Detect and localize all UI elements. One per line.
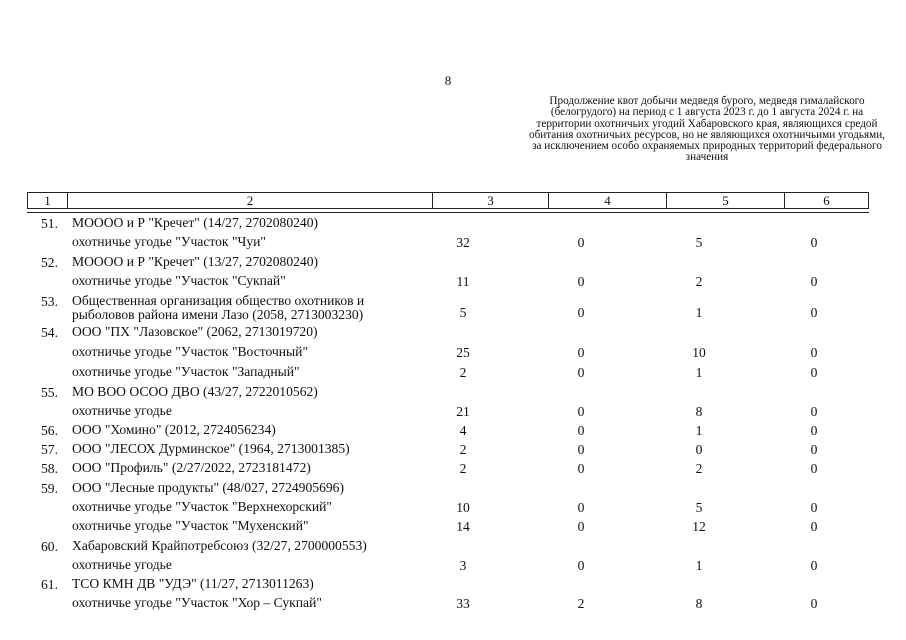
cell-col-5: 1 xyxy=(695,365,703,380)
cell-col-6: 0 xyxy=(810,365,818,380)
cell-col-5: 0 xyxy=(695,442,703,457)
cell-col-3: 32 xyxy=(456,235,470,250)
row-name: ООО "Хомино" (2012, 2724056234) xyxy=(72,422,276,437)
row-number: 52. xyxy=(41,255,58,270)
row-number: 55. xyxy=(41,385,58,400)
row-number: 61. xyxy=(41,577,58,592)
cell-col-6: 0 xyxy=(810,404,818,419)
cell-col-6: 0 xyxy=(810,596,818,611)
row-number: 56. xyxy=(41,423,58,438)
cell-col-4: 0 xyxy=(577,461,585,476)
cell-col-5: 8 xyxy=(695,596,703,611)
cell-col-6: 0 xyxy=(810,500,818,515)
row-name: охотничье угодье xyxy=(72,557,172,572)
cell-col-4: 0 xyxy=(577,345,585,360)
header-col-5: 5 xyxy=(666,193,784,208)
cell-col-6: 0 xyxy=(810,442,818,457)
row-number: 60. xyxy=(41,539,58,554)
cell-col-5: 1 xyxy=(695,305,703,320)
row-name: охотничье угодье "Участок "Сукпай" xyxy=(72,273,286,288)
cell-col-4: 0 xyxy=(577,519,585,534)
table-caption: Продолжение квот добычи медведя бурого, медведя гималайского (белогрудого) на период с 1 августа 2023 г. до 1 августа 2024 г. на территории охотничьих угодий Хабаровского края, являющихся средой обитания охотничьих ресурсов, но не являющихся охотничьими угодьями, за исключением особо охраняемых природных территорий федерального значения xyxy=(529,95,885,164)
cell-col-6: 0 xyxy=(810,461,818,476)
header-col-2: 2 xyxy=(67,193,432,208)
cell-col-3: 25 xyxy=(456,345,470,360)
row-name: ООО "Лесные продукты" (48/027, 2724905696) xyxy=(72,480,344,495)
header-col-3: 3 xyxy=(432,193,548,208)
cell-col-6: 0 xyxy=(810,274,818,289)
row-name: охотничье угодье "Участок "Восточный" xyxy=(72,344,308,359)
cell-col-5: 1 xyxy=(695,558,703,573)
row-number: 53. xyxy=(41,294,58,309)
cell-col-6: 0 xyxy=(810,423,818,438)
row-number: 54. xyxy=(41,325,58,340)
cell-col-3: 4 xyxy=(459,423,467,438)
cell-col-4: 0 xyxy=(577,305,585,320)
row-name: ООО "ЛЕСОХ Дурминское" (1964, 2713001385) xyxy=(72,441,350,456)
row-name: МОООО и Р "Кречет" (13/27, 2702080240) xyxy=(72,254,319,269)
row-name: охотничье угодье xyxy=(72,403,172,418)
cell-col-6: 0 xyxy=(810,345,818,360)
cell-col-4: 0 xyxy=(577,423,585,438)
row-name: охотничье угодье "Участок "Хор – Сукпай" xyxy=(72,595,322,610)
cell-col-6: 0 xyxy=(810,519,818,534)
cell-col-5: 5 xyxy=(695,235,703,250)
cell-col-4: 0 xyxy=(577,274,585,289)
cell-col-5: 5 xyxy=(695,500,703,515)
row-name: охотничье угодье "Участок "Западный" xyxy=(72,364,300,379)
cell-col-4: 0 xyxy=(577,558,585,573)
page-number: 8 xyxy=(444,73,452,88)
cell-col-6: 0 xyxy=(810,558,818,573)
cell-col-6: 0 xyxy=(810,235,818,250)
row-number: 58. xyxy=(41,461,58,476)
row-number: 59. xyxy=(41,481,58,496)
row-number: 57. xyxy=(41,442,58,457)
row-number: 51. xyxy=(41,216,58,231)
row-name: ООО "Профиль" (2/27/2022, 2723181472) xyxy=(72,460,311,475)
row-name: ООО "ПХ "Лазовское" (2062, 2713019720) xyxy=(72,324,318,339)
row-name: Хабаровский Крайпотребсоюз (32/27, 2700000553) xyxy=(72,538,367,553)
row-name: охотничье угодье "Участок "Чуи" xyxy=(72,234,266,249)
header-col-1: 1 xyxy=(44,193,51,208)
cell-col-3: 2 xyxy=(459,365,467,380)
row-name: охотничье угодье "Участок "Мухенский" xyxy=(72,518,309,533)
cell-col-3: 2 xyxy=(459,442,467,457)
cell-col-3: 14 xyxy=(456,519,470,534)
cell-col-3: 33 xyxy=(456,596,470,611)
cell-col-3: 5 xyxy=(459,305,467,320)
row-name: МОООО и Р "Кречет" (14/27, 2702080240) xyxy=(72,215,319,230)
cell-col-4: 0 xyxy=(577,500,585,515)
cell-col-3: 2 xyxy=(459,461,467,476)
header-col-4: 4 xyxy=(548,193,666,208)
cell-col-3: 10 xyxy=(456,500,470,515)
cell-col-5: 2 xyxy=(695,461,703,476)
row-name: Общественная организация общество охотников и рыболовов района имени Лазо (2058, 2713003230) xyxy=(72,293,365,322)
cell-col-5: 1 xyxy=(695,423,703,438)
cell-col-4: 2 xyxy=(577,596,585,611)
cell-col-4: 0 xyxy=(577,235,585,250)
cell-col-5: 2 xyxy=(695,274,703,289)
cell-col-3: 11 xyxy=(456,274,470,289)
cell-col-5: 8 xyxy=(695,404,703,419)
cell-col-4: 0 xyxy=(577,404,585,419)
cell-col-6: 0 xyxy=(810,305,818,320)
header-col-6: 6 xyxy=(784,193,868,208)
cell-col-5: 12 xyxy=(692,519,706,534)
cell-col-4: 0 xyxy=(577,442,585,457)
row-name: ТСО КМН ДВ "УДЭ" (11/27, 2713011263) xyxy=(72,576,314,591)
cell-col-3: 21 xyxy=(456,404,470,419)
cell-col-4: 0 xyxy=(577,365,585,380)
cell-col-3: 3 xyxy=(459,558,467,573)
cell-col-5: 10 xyxy=(692,345,706,360)
row-name: охотничье угодье "Участок "Верхнехорский" xyxy=(72,499,332,514)
row-name: МО ВОО ОСОО ДВО (43/27, 2722010562) xyxy=(72,384,318,399)
